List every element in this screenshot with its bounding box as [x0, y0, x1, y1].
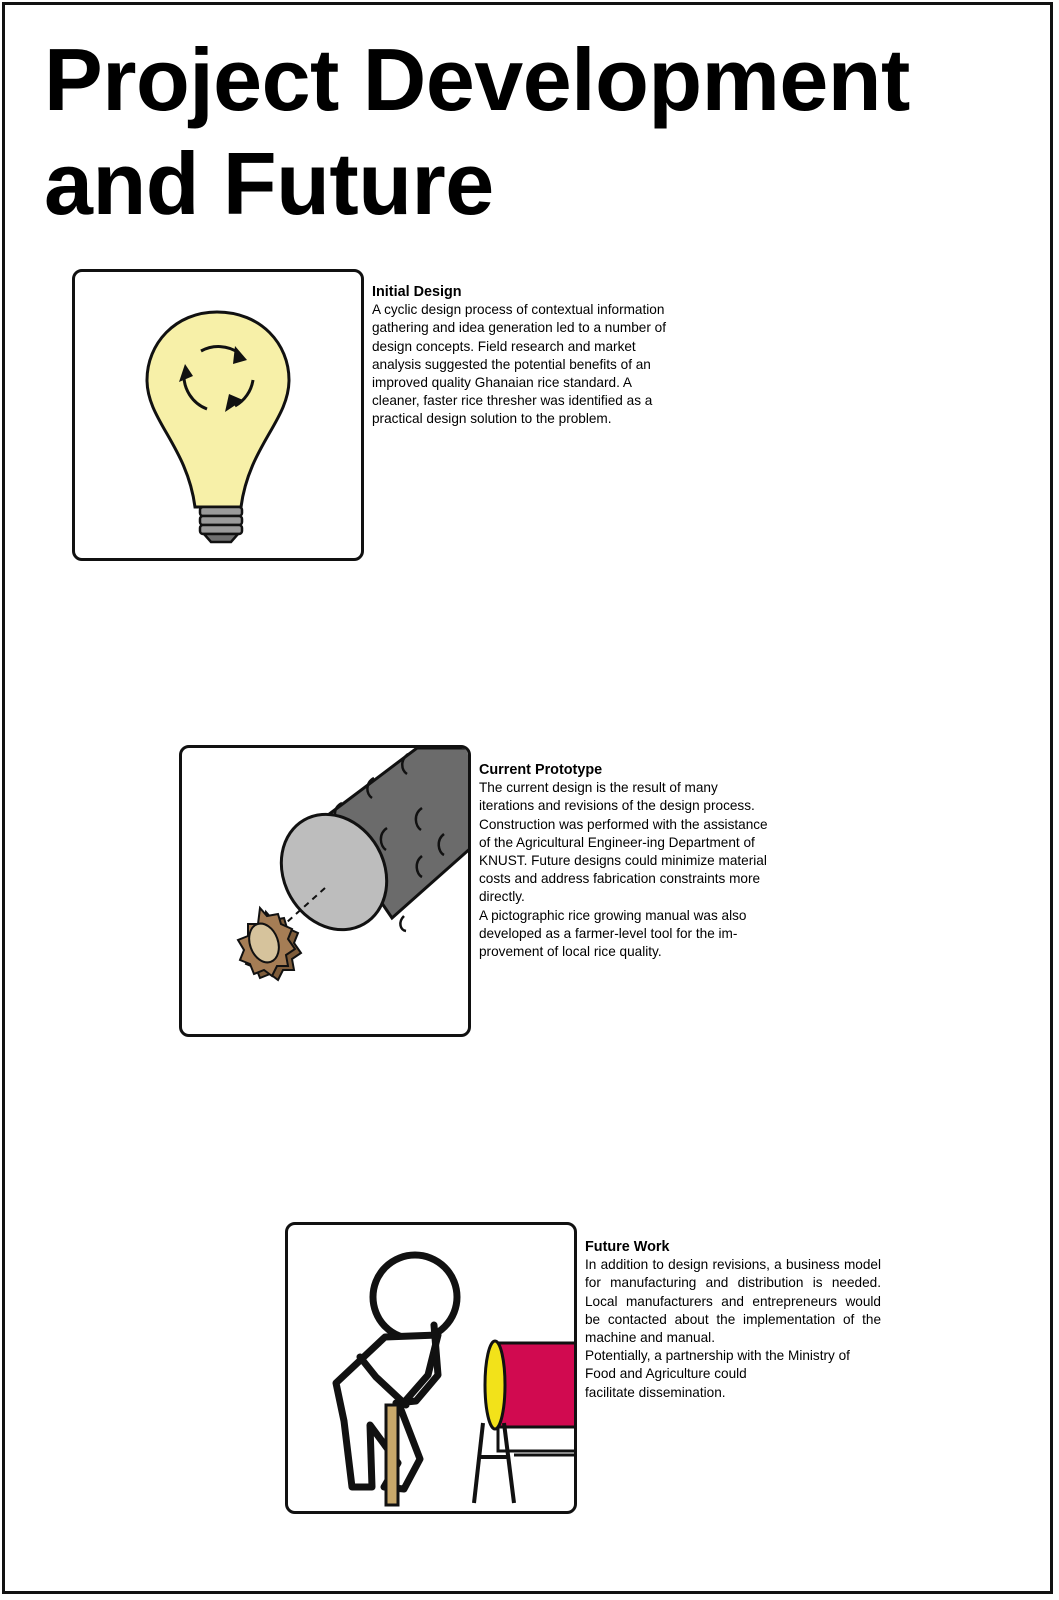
future-work-text	[585, 1238, 881, 1402]
page-title-line-1: Project Development	[44, 30, 910, 129]
current-prototype-illustration-card	[179, 745, 471, 1037]
future-work-illustration-card	[285, 1222, 577, 1514]
current-prototype-paragraph-1: The current design is the result of many iterations and revisions of the design process. Construction was performed with the assistance of the Agricultural Engineer-ing Department of KNUST. Future designs could minimize material costs and address fabrication constraints more directly.	[479, 780, 768, 905]
initial-design-illustration-card	[72, 269, 364, 561]
light-bulb-icon	[75, 272, 361, 558]
current-prototype-heading: Current Prototype	[479, 762, 603, 778]
thresher-drum-icon	[182, 748, 468, 1034]
future-work-paragraph-2: Potentially, a partnership with the Ministry of Food and Agriculture could	[585, 1348, 850, 1382]
farmer-with-thresher-icon	[288, 1225, 574, 1511]
initial-design-paragraph: A cyclic design process of contextual information gathering and idea generation led to a number of design concepts. Field research and market analysis suggested the potential benefits of an improved quality Ghanaian rice standard. A cleaner, faster rice thresher was identified as a practical design solution to the problem.	[372, 302, 666, 427]
future-work-heading: Future Work	[585, 1239, 670, 1255]
page-title-line-2: and Future	[44, 134, 494, 233]
page-title	[44, 28, 910, 236]
initial-design-text	[372, 283, 668, 429]
future-work-paragraph-3: facilitate dissemination.	[585, 1384, 726, 1400]
current-prototype-paragraph-2: A pictographic rice growing manual was also developed as a farmer-level tool for the im-provement of local rice quality.	[479, 907, 747, 960]
future-work-paragraph-1: In addition to design revisions, a business model for manufacturing and distribution is needed. Local manufacturers and entrepreneurs would be contacted about the implementation of the machine and manual.	[585, 1257, 881, 1346]
current-prototype-text	[479, 761, 775, 961]
initial-design-heading: Initial Design	[372, 284, 462, 300]
